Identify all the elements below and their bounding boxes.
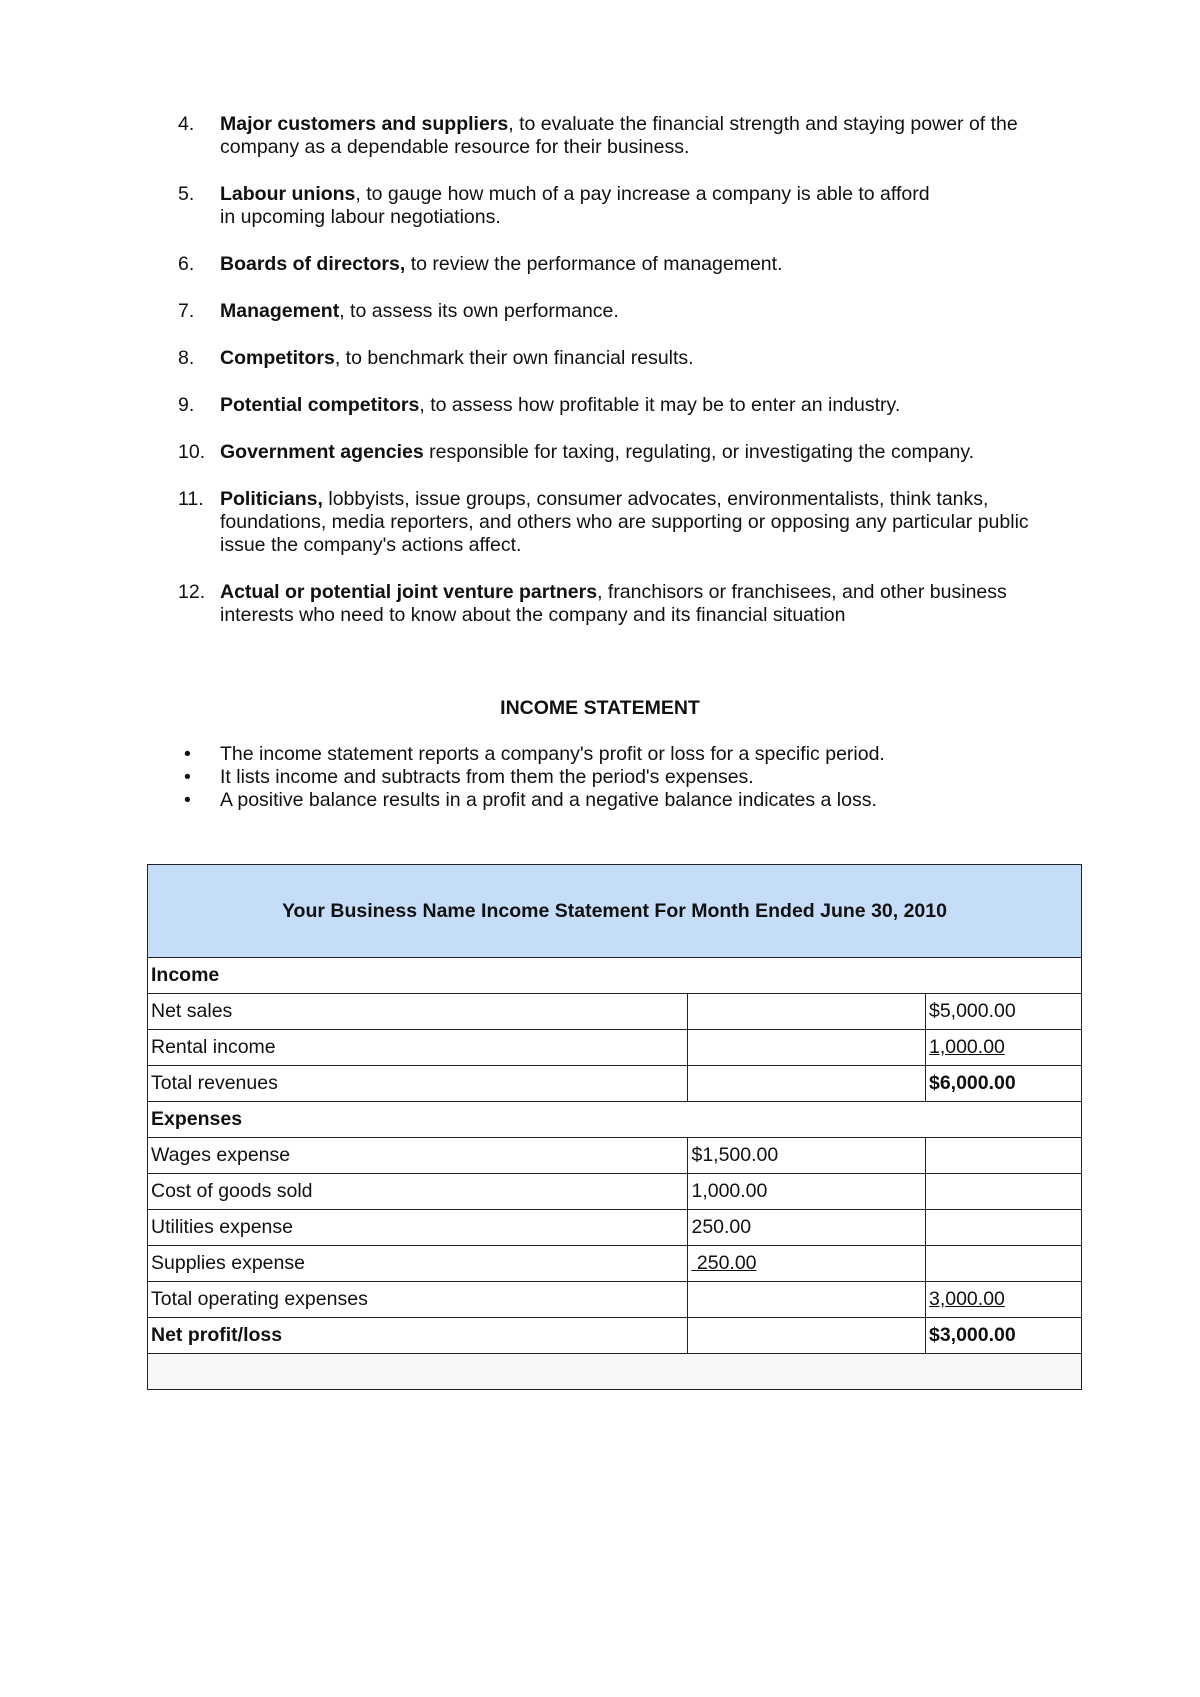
- income-header: Income: [148, 958, 1082, 994]
- table-section-row: [148, 958, 1082, 994]
- list-lead: Government agencies: [220, 441, 424, 463]
- list-lead: Management: [220, 300, 340, 322]
- list-item: 5. Labour unions, to gauge how much of a pay increase a company is able to afford in upcoming labour negotiations.: [178, 183, 930, 228]
- row-label: Total operating expenses: [148, 1282, 688, 1318]
- row-label: Wages expense: [148, 1138, 688, 1174]
- net-value: $3,000.00: [925, 1318, 1081, 1354]
- row-right-value: $5,000.00: [925, 994, 1081, 1030]
- list-lead: Major customers and suppliers: [220, 113, 509, 135]
- row-right-value: [925, 1246, 1081, 1282]
- list-item: 10. Government agencies responsible for taxing, regulating, or investigating the company.: [178, 441, 975, 463]
- list-item: 6. Boards of directors, to review the performance of management.: [178, 253, 783, 275]
- bullet-item: • The income statement reports a company's profit or loss for a specific period.: [184, 743, 885, 765]
- table-row: [148, 1174, 1082, 1210]
- row-label: Total revenues: [148, 1066, 688, 1102]
- list-item: 12. Actual or potential joint venture partners, franchisors or franchisees, and other business interests who need to know about the company and its financial situation: [178, 581, 1007, 626]
- section-heading: INCOME STATEMENT: [500, 697, 700, 719]
- list-number: 4.: [178, 113, 195, 135]
- list-number: 8.: [178, 347, 195, 369]
- row-mid-value: [688, 1282, 926, 1318]
- net-label: Net profit/loss: [148, 1318, 688, 1354]
- row-mid-value: [688, 1066, 926, 1102]
- stakeholder-list: [178, 113, 1078, 627]
- row-label: Utilities expense: [148, 1210, 688, 1246]
- expenses-header: Expenses: [148, 1102, 1082, 1138]
- table-row: [148, 1066, 1082, 1102]
- table-footer-row: [148, 1354, 1082, 1390]
- table-row: [148, 1282, 1082, 1318]
- list-number: 9.: [178, 394, 195, 416]
- table-title-row: [148, 865, 1082, 958]
- row-mid-value: [688, 1318, 926, 1354]
- list-lead: Actual or potential joint venture partners: [220, 581, 598, 603]
- list-item: 4. Major customers and suppliers, to evaluate the financial strength and staying power of the company as a dependable resource for their business.: [178, 113, 1018, 158]
- list-lead: Potential competitors: [220, 394, 420, 416]
- row-right-value: [925, 1174, 1081, 1210]
- row-right-value: [925, 1138, 1081, 1174]
- table-row: [148, 1030, 1082, 1066]
- income-statement-table: [147, 864, 1082, 1390]
- list-lead: Boards of directors,: [220, 253, 406, 275]
- row-mid-value: 250.00: [688, 1210, 926, 1246]
- list-number: 6.: [178, 253, 195, 275]
- list-item: 7. Management, to assess its own performance.: [178, 300, 619, 322]
- table-section-row: [148, 1102, 1082, 1138]
- statement-title: Your Business Name Income Statement For Month Ended June 30, 2010: [148, 865, 1082, 958]
- row-right-value: 3,000.00: [925, 1282, 1081, 1318]
- list-lead: Competitors: [220, 347, 335, 369]
- row-mid-value: [688, 994, 926, 1030]
- list-number: 11.: [178, 488, 204, 510]
- bullet-list: [178, 743, 1078, 812]
- row-mid-value: 250.00: [688, 1246, 926, 1282]
- list-number: 7.: [178, 300, 195, 322]
- table-row: [148, 1246, 1082, 1282]
- row-label: Cost of goods sold: [148, 1174, 688, 1210]
- list-item: 8. Competitors, to benchmark their own financial results.: [178, 347, 694, 369]
- row-label: Rental income: [148, 1030, 688, 1066]
- row-label: Net sales: [148, 994, 688, 1030]
- list-lead: Politicians,: [220, 488, 323, 510]
- table-row: [148, 1210, 1082, 1246]
- row-mid-value: 1,000.00: [688, 1174, 926, 1210]
- bullet-item: • It lists income and subtracts from them the period's expenses.: [184, 766, 754, 788]
- list-lead: Labour unions: [220, 183, 356, 205]
- row-label: Supplies expense: [148, 1246, 688, 1282]
- bullet-item: • A positive balance results in a profit and a negative balance indicates a loss.: [184, 789, 877, 811]
- list-item: 9. Potential competitors, to assess how profitable it may be to enter an industry.: [178, 394, 901, 416]
- row-mid-value: $1,500.00: [688, 1138, 926, 1174]
- row-mid-value: [688, 1030, 926, 1066]
- table-row: [148, 1138, 1082, 1174]
- row-right-value: 1,000.00: [925, 1030, 1081, 1066]
- bullet-icon: •: [184, 789, 191, 811]
- list-item: 11. Politicians, lobbyists, issue groups, consumer advocates, environmentalists, think tanks, foundations, media reporters, and others who are supporting or opposing any particular public issue the company's actions affect.: [178, 488, 1029, 556]
- row-right-value: [925, 1210, 1081, 1246]
- list-number: 10.: [178, 441, 206, 463]
- footer-cell: [148, 1354, 1082, 1390]
- bullet-icon: •: [184, 743, 191, 765]
- list-number: 5.: [178, 183, 195, 205]
- bullet-icon: •: [184, 766, 191, 788]
- table-row: [148, 994, 1082, 1030]
- row-right-value: $6,000.00: [925, 1066, 1081, 1102]
- table-row: [148, 1318, 1082, 1354]
- list-number: 12.: [178, 581, 206, 603]
